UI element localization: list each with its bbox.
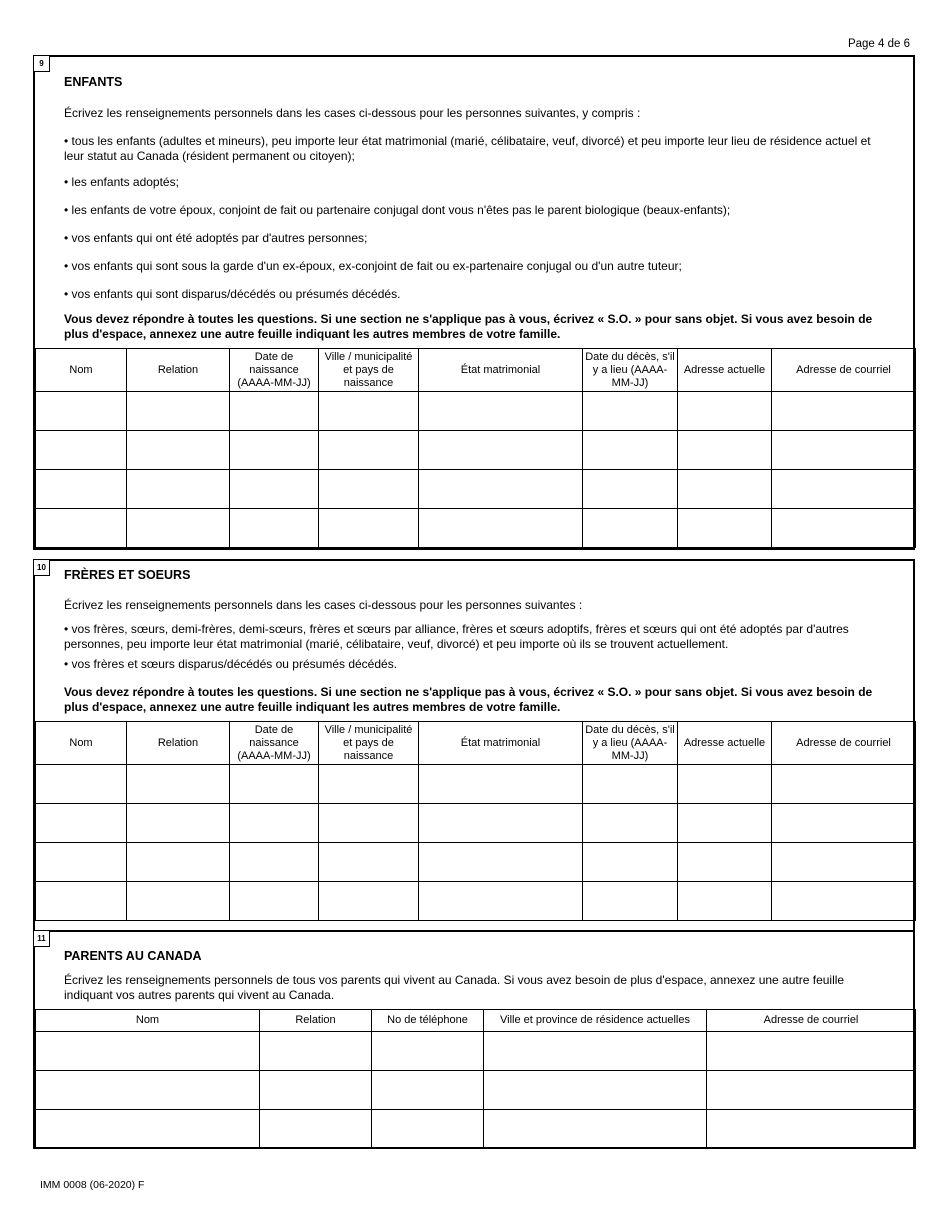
column-header: Date du décès, s'il y a lieu (AAAA-MM-JJ) [583, 722, 678, 765]
column-header: Nom [36, 722, 127, 765]
input-cell[interactable] [678, 765, 772, 804]
table-row [36, 1032, 916, 1071]
input-cell[interactable] [36, 470, 127, 509]
input-cell[interactable] [36, 765, 127, 804]
input-cell[interactable] [678, 431, 772, 470]
input-cell[interactable] [372, 1032, 484, 1071]
input-cell[interactable] [127, 470, 230, 509]
section-intro: Écrivez les renseignements personnels dans les cases ci-dessous pour les personnes suivantes, y compris : [64, 106, 641, 120]
input-cell[interactable] [583, 882, 678, 921]
table-row [36, 431, 916, 470]
column-header: Nom [36, 1010, 260, 1032]
input-cell[interactable] [260, 1110, 372, 1149]
input-cell[interactable] [484, 1032, 707, 1071]
input-cell[interactable] [583, 765, 678, 804]
input-cell[interactable] [678, 509, 772, 548]
input-cell[interactable] [36, 392, 127, 431]
input-cell[interactable] [419, 765, 583, 804]
bullet-item: • vos frères, sœurs, demi-frères, demi-sœurs, frères et sœurs par alliance, frères et sœurs adoptifs, frères et sœurs qui ont été adoptés par d'autres personnes, peu importe leur état matrimonial (marié, célibataire, veuf, divorcé) et peu importe où ils se trouvent actuellement. [64, 622, 849, 651]
column-header: État matrimonial [419, 349, 583, 392]
section-title: ENFANTS [64, 75, 123, 89]
input-cell[interactable] [707, 1032, 916, 1071]
input-cell[interactable] [36, 843, 127, 882]
bullet-item: • vos enfants qui sont disparus/décédés ou présumés décédés. [64, 287, 401, 301]
column-header: Adresse de courriel [707, 1010, 916, 1032]
column-header: Adresse actuelle [678, 349, 772, 392]
table-row [36, 765, 916, 804]
input-cell[interactable] [230, 882, 319, 921]
input-cell[interactable] [127, 509, 230, 548]
section-relatives-canada [33, 930, 915, 1149]
input-cell[interactable] [419, 804, 583, 843]
column-header: Nom [36, 349, 127, 392]
section-number: 10 [34, 560, 50, 576]
input-cell[interactable] [230, 509, 319, 548]
input-cell[interactable] [230, 765, 319, 804]
table-row [36, 392, 916, 431]
table-row [36, 843, 916, 882]
input-cell[interactable] [707, 1110, 916, 1149]
input-cell[interactable] [419, 882, 583, 921]
input-cell[interactable] [678, 470, 772, 509]
section-number: 9 [34, 56, 50, 72]
input-cell[interactable] [484, 1071, 707, 1110]
bullet-item: • vos enfants qui ont été adoptés par d'autres personnes; [64, 231, 368, 245]
column-header: Adresse actuelle [678, 722, 772, 765]
section-intro: Écrivez les renseignements personnels dans les cases ci-dessous pour les personnes suivantes : [64, 598, 583, 612]
input-cell[interactable] [36, 1110, 260, 1149]
input-cell[interactable] [583, 431, 678, 470]
input-cell[interactable] [127, 843, 230, 882]
input-cell[interactable] [127, 804, 230, 843]
input-cell[interactable] [372, 1110, 484, 1149]
input-cell[interactable] [319, 392, 419, 431]
table-row [36, 882, 916, 921]
section-siblings [33, 559, 915, 931]
column-header: Relation [127, 349, 230, 392]
input-cell[interactable] [772, 843, 916, 882]
column-header: Date du décès, s'il y a lieu (AAAA-MM-JJ) [583, 349, 678, 392]
input-cell[interactable] [230, 843, 319, 882]
input-cell[interactable] [230, 392, 319, 431]
section-number: 11 [34, 931, 50, 947]
section-title: FRÈRES ET SOEURS [64, 568, 191, 582]
column-header: Adresse de courriel [772, 349, 916, 392]
input-cell[interactable] [772, 882, 916, 921]
input-cell[interactable] [36, 1032, 260, 1071]
input-cell[interactable] [127, 431, 230, 470]
siblings-table [35, 721, 916, 921]
input-cell[interactable] [319, 470, 419, 509]
page-number: Page 4 de 6 [847, 38, 910, 50]
input-cell[interactable] [127, 882, 230, 921]
input-cell[interactable] [36, 804, 127, 843]
input-cell[interactable] [260, 1071, 372, 1110]
input-cell[interactable] [772, 804, 916, 843]
input-cell[interactable] [772, 509, 916, 548]
input-cell[interactable] [772, 765, 916, 804]
input-cell[interactable] [419, 392, 583, 431]
bullet-item: • vos enfants qui sont sous la garde d'un ex-époux, ex-conjoint de fait ou ex-partenaire conjugal ou d'un autre tuteur; [64, 259, 682, 273]
column-header: Relation [260, 1010, 372, 1032]
input-cell[interactable] [772, 470, 916, 509]
input-cell[interactable] [319, 804, 419, 843]
column-header: Date de naissance (AAAA-MM-JJ) [230, 722, 319, 765]
section-intro: Écrivez les renseignements personnels de tous vos parents qui vivent au Canada. Si vous avez besoin de plus d'espace, annexez une autre feuille indiquant vos autres parents qui vivent au Canada. [64, 973, 845, 1002]
input-cell[interactable] [230, 470, 319, 509]
column-header: Ville et province de résidence actuelles [484, 1010, 707, 1032]
input-cell[interactable] [230, 804, 319, 843]
input-cell[interactable] [419, 470, 583, 509]
bullet-item: • vos frères et sœurs disparus/décédés ou présumés décédés. [64, 657, 398, 671]
table-header [36, 722, 916, 765]
column-header: Ville / municipalité et pays de naissance [319, 349, 419, 392]
column-header: Relation [127, 722, 230, 765]
input-cell[interactable] [583, 804, 678, 843]
input-cell[interactable] [707, 1071, 916, 1110]
input-cell[interactable] [36, 431, 127, 470]
input-cell[interactable] [419, 509, 583, 548]
column-header: Ville / municipalité et pays de naissance [319, 722, 419, 765]
input-cell[interactable] [36, 1071, 260, 1110]
table-row [36, 1071, 916, 1110]
input-cell[interactable] [372, 1071, 484, 1110]
input-cell[interactable] [583, 392, 678, 431]
input-cell[interactable] [678, 843, 772, 882]
input-cell[interactable] [230, 431, 319, 470]
table-row [36, 804, 916, 843]
column-header: État matrimonial [419, 722, 583, 765]
input-cell[interactable] [260, 1032, 372, 1071]
table-header [36, 1010, 916, 1032]
form-code: IMM 0008 (06-2020) F [40, 1179, 145, 1191]
input-cell[interactable] [419, 843, 583, 882]
input-cell[interactable] [36, 882, 127, 921]
input-cell[interactable] [678, 882, 772, 921]
input-cell[interactable] [583, 843, 678, 882]
input-cell[interactable] [583, 509, 678, 548]
input-cell[interactable] [319, 509, 419, 548]
input-cell[interactable] [772, 392, 916, 431]
input-cell[interactable] [678, 804, 772, 843]
input-cell[interactable] [319, 843, 419, 882]
relatives-table [35, 1009, 916, 1149]
input-cell[interactable] [36, 509, 127, 548]
input-cell[interactable] [772, 431, 916, 470]
section-title: PARENTS AU CANADA [64, 949, 202, 963]
input-cell[interactable] [583, 470, 678, 509]
table-row [36, 509, 916, 548]
table-row [36, 1110, 916, 1149]
column-header: Adresse de courriel [772, 722, 916, 765]
input-cell[interactable] [127, 765, 230, 804]
column-header: Date de naissance (AAAA-MM-JJ) [230, 349, 319, 392]
input-cell[interactable] [419, 431, 583, 470]
bullet-item: • les enfants adoptés; [64, 175, 179, 189]
children-table [35, 348, 916, 548]
input-cell[interactable] [319, 765, 419, 804]
bullet-item: • tous les enfants (adultes et mineurs), peu importe leur état matrimonial (marié, célibataire, veuf, divorcé) et peu importe leur lieu de résidence actuel et leur statut au Canada (résident permanent ou citoyen); [64, 134, 871, 163]
input-cell[interactable] [678, 392, 772, 431]
input-cell[interactable] [319, 431, 419, 470]
input-cell[interactable] [127, 392, 230, 431]
input-cell[interactable] [319, 882, 419, 921]
table-header [36, 349, 916, 392]
column-header: No de téléphone [372, 1010, 484, 1032]
bullet-item: • les enfants de votre époux, conjoint de fait ou partenaire conjugal dont vous n'êtes pas le parent biologique (beaux-enfants); [64, 203, 731, 217]
input-cell[interactable] [484, 1110, 707, 1149]
table-row [36, 470, 916, 509]
section-children [33, 55, 915, 550]
instruction-note: Vous devez répondre à toutes les questions. Si une section ne s'applique pas à vous, écrivez « S.O. » pour sans objet. Si vous avez besoin de plus d'espace, annexez une autre feuille indiquant les autres membres de votre famille. [64, 312, 873, 341]
instruction-note: Vous devez répondre à toutes les questions. Si une section ne s'applique pas à vous, écrivez « S.O. » pour sans objet. Si vous avez besoin de plus d'espace, annexez une autre feuille indiquant les autres membres de votre famille. [64, 685, 873, 714]
